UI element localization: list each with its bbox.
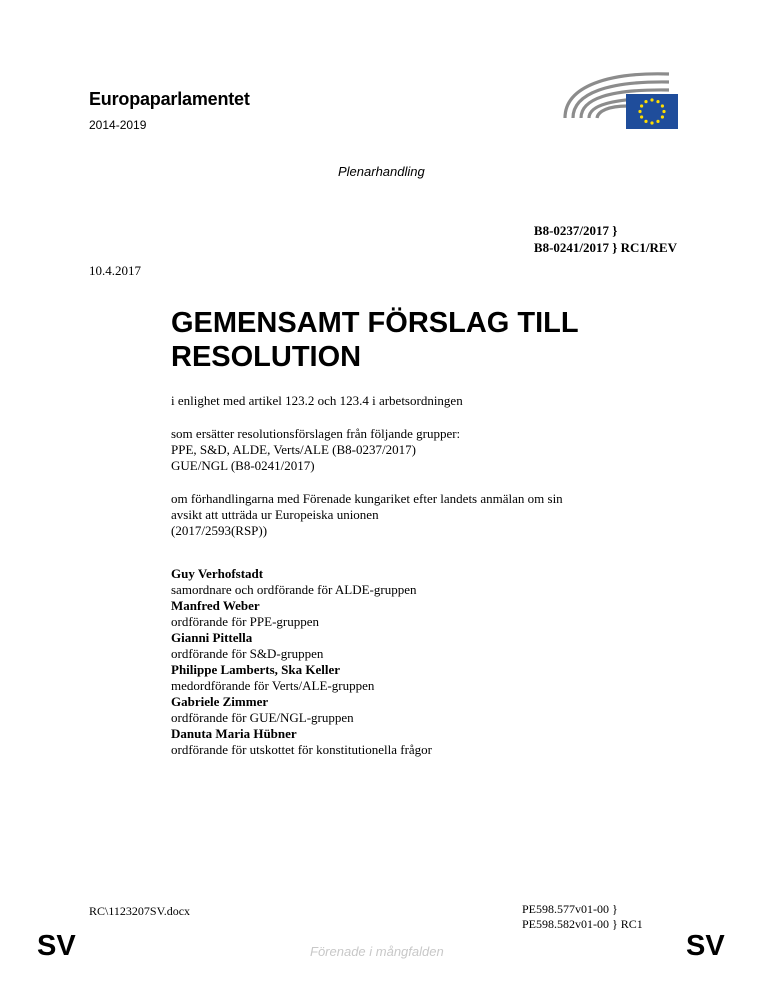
european-parliament-logo bbox=[557, 66, 678, 130]
subject-block bbox=[171, 491, 691, 539]
subject-line: avsikt att utträda ur Europeiska unionen bbox=[171, 507, 379, 522]
page-title: GEMENSAMT FÖRSLAG TILL RESOLUTION bbox=[171, 307, 579, 373]
subject-line: om förhandlingarna med Förenade kungariket efter landets anmälan om sin bbox=[171, 491, 563, 506]
author-role: ordförande för GUE/NGL-gruppen bbox=[171, 710, 354, 725]
author-name: Danuta Maria Hübner bbox=[171, 726, 297, 741]
pe-number: PE598.577v01-00 } bbox=[522, 902, 618, 916]
replaces-line: GUE/NGL (B8-0241/2017) bbox=[171, 458, 315, 473]
author-name: Guy Verhofstadt bbox=[171, 566, 264, 581]
reference-line: B8-0237/2017 } bbox=[533, 223, 618, 238]
document-type: Plenarhandling bbox=[338, 164, 425, 179]
language-code-right: SV bbox=[686, 930, 725, 962]
eu-motto: Förenade i mångfalden bbox=[310, 944, 444, 959]
pe-number: PE598.582v01-00 } RC1 bbox=[522, 917, 643, 931]
reference-numbers bbox=[534, 222, 677, 256]
author-name: Philippe Lamberts, Ska Keller bbox=[171, 662, 340, 677]
footer-filename: RC\1123207SV.docx bbox=[89, 904, 191, 918]
author-role: ordförande för S&D-gruppen bbox=[171, 646, 324, 661]
replaces-line: PPE, S&D, ALDE, Verts/ALE (B8-0237/2017) bbox=[171, 442, 416, 457]
author-role: ordförande för utskottet för konstitutionella frågor bbox=[171, 742, 433, 757]
author-role: ordförande för PPE-gruppen bbox=[171, 614, 320, 629]
parliamentary-term: 2014-2019 bbox=[89, 118, 147, 132]
footer-pe-numbers bbox=[522, 902, 643, 932]
reference-line: B8-0241/2017 } RC1/REV bbox=[533, 240, 677, 255]
author-role: samordnare och ordförande för ALDE-gruppen bbox=[171, 582, 417, 597]
language-code-left: SV bbox=[37, 930, 76, 962]
subject-line: (2017/2593(RSP)) bbox=[171, 523, 268, 538]
author-name: Gabriele Zimmer bbox=[171, 694, 269, 709]
author-role: medordförande för Verts/ALE-gruppen bbox=[171, 678, 375, 693]
replaces-intro: som ersätter resolutionsförslagen från följande grupper: bbox=[171, 426, 461, 441]
author-name: Manfred Weber bbox=[171, 598, 260, 613]
replaces-block bbox=[171, 426, 691, 474]
document-date: 10.4.2017 bbox=[89, 263, 141, 278]
legal-basis: i enlighet med artikel 123.2 och 123.4 i arbetsordningen bbox=[171, 393, 463, 408]
organization-name: Europaparlamentet bbox=[89, 89, 250, 109]
authors-list bbox=[171, 566, 691, 758]
author-name: Gianni Pittella bbox=[171, 630, 253, 645]
